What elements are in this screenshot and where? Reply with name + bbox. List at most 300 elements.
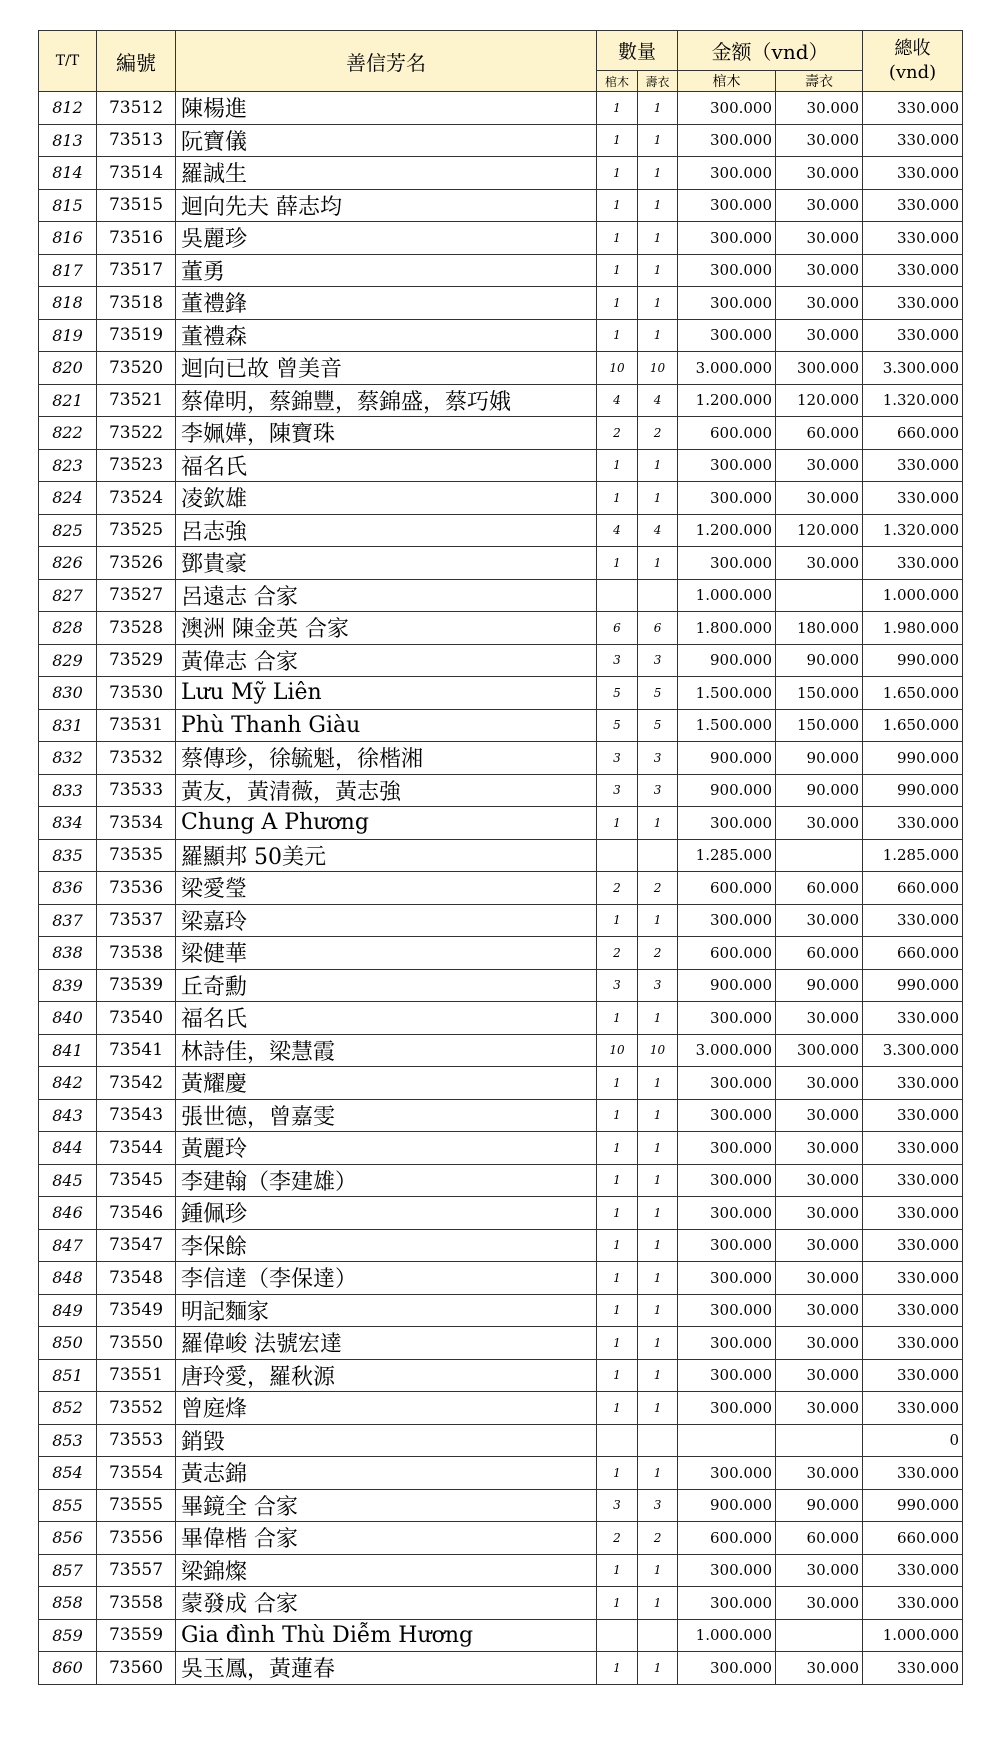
cell-total: 330.000 xyxy=(863,904,963,937)
cell-name: Chung A Phương xyxy=(176,807,597,840)
cell-amount-coffin: 300.000 xyxy=(678,1652,776,1685)
cell-name: 蒙發成 合家 xyxy=(176,1587,597,1620)
cell-code: 73539 xyxy=(97,969,176,1002)
cell-tt: 831 xyxy=(39,709,97,742)
cell-tt: 852 xyxy=(39,1392,97,1425)
cell-amount-shroud: 30.000 xyxy=(776,1392,863,1425)
cell-code: 73560 xyxy=(97,1652,176,1685)
cell-amount-coffin: 300.000 xyxy=(678,1457,776,1490)
cell-amount-coffin: 1.285.000 xyxy=(678,839,776,872)
cell-amount-shroud: 30.000 xyxy=(776,807,863,840)
cell-name: 黃麗玲 xyxy=(176,1132,597,1165)
cell-name: 鄧貴豪 xyxy=(176,547,597,580)
cell-qty-shroud: 1 xyxy=(638,449,678,482)
table-row xyxy=(39,1619,963,1652)
cell-total: 330.000 xyxy=(863,1294,963,1327)
cell-name: 唐玲愛，羅秋源 xyxy=(176,1359,597,1392)
cell-amount-coffin: 300.000 xyxy=(678,904,776,937)
table-row xyxy=(39,1522,963,1555)
cell-qty-coffin: 2 xyxy=(597,1522,638,1555)
cell-amount-coffin: 600.000 xyxy=(678,1522,776,1555)
cell-code: 73544 xyxy=(97,1132,176,1165)
cell-qty-shroud: 2 xyxy=(638,417,678,450)
cell-total: 330.000 xyxy=(863,1652,963,1685)
cell-qty-coffin: 1 xyxy=(597,254,638,287)
table-row xyxy=(39,969,963,1002)
table-row xyxy=(39,124,963,157)
cell-amount-coffin: 300.000 xyxy=(678,287,776,320)
cell-qty-shroud: 2 xyxy=(638,937,678,970)
cell-tt: 824 xyxy=(39,482,97,515)
cell-total: 990.000 xyxy=(863,1489,963,1522)
cell-tt: 827 xyxy=(39,579,97,612)
cell-amount-shroud: 30.000 xyxy=(776,547,863,580)
cell-tt: 829 xyxy=(39,644,97,677)
cell-amount-coffin: 300.000 xyxy=(678,1002,776,1035)
cell-qty-shroud: 3 xyxy=(638,644,678,677)
cell-qty-coffin: 1 xyxy=(597,189,638,222)
cell-qty-coffin: 5 xyxy=(597,709,638,742)
cell-name: 福名氏 xyxy=(176,449,597,482)
cell-code: 73546 xyxy=(97,1197,176,1230)
cell-amount-coffin xyxy=(678,1424,776,1457)
cell-name: 黃志錦 xyxy=(176,1457,597,1490)
cell-name: 黃友，黃清薇，黃志強 xyxy=(176,774,597,807)
cell-amount-shroud: 30.000 xyxy=(776,1067,863,1100)
cell-tt: 844 xyxy=(39,1132,97,1165)
cell-qty-shroud: 1 xyxy=(638,1164,678,1197)
cell-tt: 825 xyxy=(39,514,97,547)
cell-code: 73535 xyxy=(97,839,176,872)
cell-amount-coffin: 300.000 xyxy=(678,1132,776,1165)
cell-tt: 837 xyxy=(39,904,97,937)
cell-amount-shroud: 30.000 xyxy=(776,1587,863,1620)
table-row xyxy=(39,1132,963,1165)
cell-qty-shroud xyxy=(638,1424,678,1457)
cell-amount-shroud: 120.000 xyxy=(776,384,863,417)
cell-qty-coffin: 1 xyxy=(597,904,638,937)
cell-code: 73538 xyxy=(97,937,176,970)
cell-qty-shroud: 1 xyxy=(638,1067,678,1100)
cell-amount-coffin: 300.000 xyxy=(678,807,776,840)
cell-name: 羅誠生 xyxy=(176,157,597,190)
cell-qty-coffin: 1 xyxy=(597,1197,638,1230)
cell-total: 660.000 xyxy=(863,937,963,970)
cell-qty-coffin: 1 xyxy=(597,1262,638,1295)
cell-amount-shroud: 30.000 xyxy=(776,1262,863,1295)
cell-amount-shroud: 150.000 xyxy=(776,709,863,742)
cell-total: 1.000.000 xyxy=(863,1619,963,1652)
table-row xyxy=(39,449,963,482)
cell-amount-shroud: 60.000 xyxy=(776,417,863,450)
cell-amount-coffin: 1.200.000 xyxy=(678,384,776,417)
cell-qty-coffin: 2 xyxy=(597,417,638,450)
cell-tt: 853 xyxy=(39,1424,97,1457)
cell-qty-shroud: 1 xyxy=(638,124,678,157)
cell-qty-coffin: 1 xyxy=(597,1002,638,1035)
table-row xyxy=(39,644,963,677)
cell-tt: 856 xyxy=(39,1522,97,1555)
cell-tt: 823 xyxy=(39,449,97,482)
cell-name: 迴向已故 曾美音 xyxy=(176,352,597,385)
table-row xyxy=(39,839,963,872)
cell-name: 呂志強 xyxy=(176,514,597,547)
cell-code: 73550 xyxy=(97,1327,176,1360)
cell-code: 73531 xyxy=(97,709,176,742)
cell-name: 黃耀慶 xyxy=(176,1067,597,1100)
cell-amount-coffin: 300.000 xyxy=(678,189,776,222)
cell-amount-shroud: 30.000 xyxy=(776,189,863,222)
cell-code: 73545 xyxy=(97,1164,176,1197)
cell-code: 73514 xyxy=(97,157,176,190)
cell-code: 73526 xyxy=(97,547,176,580)
cell-qty-coffin: 1 xyxy=(597,1099,638,1132)
cell-qty-coffin: 3 xyxy=(597,644,638,677)
cell-amount-coffin: 300.000 xyxy=(678,1327,776,1360)
cell-tt: 815 xyxy=(39,189,97,222)
cell-total: 330.000 xyxy=(863,1067,963,1100)
cell-code: 73543 xyxy=(97,1099,176,1132)
cell-tt: 830 xyxy=(39,677,97,710)
cell-qty-shroud: 2 xyxy=(638,1522,678,1555)
cell-total: 3.300.000 xyxy=(863,352,963,385)
cell-amount-shroud: 30.000 xyxy=(776,287,863,320)
cell-qty-coffin: 4 xyxy=(597,384,638,417)
cell-amount-shroud: 30.000 xyxy=(776,1327,863,1360)
cell-code: 73556 xyxy=(97,1522,176,1555)
table-row xyxy=(39,1554,963,1587)
table-row xyxy=(39,1164,963,1197)
cell-amount-shroud: 120.000 xyxy=(776,514,863,547)
table-row xyxy=(39,514,963,547)
table-row xyxy=(39,937,963,970)
donation-ledger-table xyxy=(38,30,963,1685)
cell-amount-coffin: 1.000.000 xyxy=(678,579,776,612)
cell-name: 梁健華 xyxy=(176,937,597,970)
cell-qty-shroud: 3 xyxy=(638,742,678,775)
cell-code: 73519 xyxy=(97,319,176,352)
cell-code: 73541 xyxy=(97,1034,176,1067)
cell-name: 董禮森 xyxy=(176,319,597,352)
header-total xyxy=(863,31,963,92)
cell-qty-shroud: 1 xyxy=(638,189,678,222)
cell-total: 1.320.000 xyxy=(863,514,963,547)
cell-tt: 858 xyxy=(39,1587,97,1620)
cell-name: 梁愛瑩 xyxy=(176,872,597,905)
cell-qty-shroud: 1 xyxy=(638,482,678,515)
cell-tt: 839 xyxy=(39,969,97,1002)
cell-amount-shroud: 30.000 xyxy=(776,157,863,190)
table-row xyxy=(39,579,963,612)
cell-amount-shroud: 30.000 xyxy=(776,254,863,287)
cell-qty-coffin: 1 xyxy=(597,1554,638,1587)
cell-amount-shroud xyxy=(776,1424,863,1457)
cell-total: 660.000 xyxy=(863,417,963,450)
cell-total: 330.000 xyxy=(863,287,963,320)
cell-code: 73559 xyxy=(97,1619,176,1652)
cell-name: Phù Thanh Giàu xyxy=(176,709,597,742)
table-row xyxy=(39,1067,963,1100)
cell-total: 1.980.000 xyxy=(863,612,963,645)
cell-total: 330.000 xyxy=(863,157,963,190)
table-header xyxy=(39,31,963,92)
cell-amount-coffin: 1.000.000 xyxy=(678,1619,776,1652)
cell-name: 黃偉志 合家 xyxy=(176,644,597,677)
cell-name: 鍾佩珍 xyxy=(176,1197,597,1230)
cell-qty-shroud: 1 xyxy=(638,1132,678,1165)
table-row xyxy=(39,612,963,645)
cell-total: 990.000 xyxy=(863,774,963,807)
cell-name: 羅顯邦 50美元 xyxy=(176,839,597,872)
cell-qty-shroud: 1 xyxy=(638,222,678,255)
cell-qty-shroud: 1 xyxy=(638,1359,678,1392)
cell-code: 73555 xyxy=(97,1489,176,1522)
cell-amount-shroud: 30.000 xyxy=(776,124,863,157)
cell-qty-shroud: 1 xyxy=(638,1229,678,1262)
cell-total: 330.000 xyxy=(863,1554,963,1587)
cell-tt: 814 xyxy=(39,157,97,190)
cell-qty-coffin: 4 xyxy=(597,514,638,547)
cell-amount-coffin: 300.000 xyxy=(678,1587,776,1620)
cell-name: 丘奇勳 xyxy=(176,969,597,1002)
cell-qty-shroud: 1 xyxy=(638,1327,678,1360)
cell-tt: 821 xyxy=(39,384,97,417)
cell-amount-coffin: 300.000 xyxy=(678,1197,776,1230)
cell-total: 330.000 xyxy=(863,254,963,287)
cell-name: 張世德，曾嘉雯 xyxy=(176,1099,597,1132)
cell-amount-shroud: 30.000 xyxy=(776,1294,863,1327)
cell-code: 73522 xyxy=(97,417,176,450)
cell-name: 陳楊進 xyxy=(176,92,597,125)
cell-amount-shroud: 30.000 xyxy=(776,1002,863,1035)
cell-qty-coffin xyxy=(597,1424,638,1457)
cell-qty-shroud: 1 xyxy=(638,287,678,320)
cell-tt: 816 xyxy=(39,222,97,255)
cell-code: 73532 xyxy=(97,742,176,775)
cell-qty-coffin: 10 xyxy=(597,352,638,385)
cell-amount-coffin: 300.000 xyxy=(678,222,776,255)
cell-name: 梁嘉玲 xyxy=(176,904,597,937)
header-tt: T/T xyxy=(39,31,97,92)
cell-qty-shroud: 2 xyxy=(638,872,678,905)
table-row xyxy=(39,482,963,515)
cell-qty-shroud: 1 xyxy=(638,1294,678,1327)
cell-amount-shroud: 30.000 xyxy=(776,1652,863,1685)
cell-amount-coffin: 300.000 xyxy=(678,449,776,482)
table-row xyxy=(39,1359,963,1392)
cell-amount-shroud xyxy=(776,579,863,612)
cell-amount-coffin: 300.000 xyxy=(678,124,776,157)
cell-amount-shroud xyxy=(776,839,863,872)
cell-tt: 828 xyxy=(39,612,97,645)
cell-qty-coffin: 5 xyxy=(597,677,638,710)
cell-code: 73557 xyxy=(97,1554,176,1587)
cell-total: 330.000 xyxy=(863,1359,963,1392)
cell-tt: 822 xyxy=(39,417,97,450)
cell-tt: 854 xyxy=(39,1457,97,1490)
cell-total: 1.320.000 xyxy=(863,384,963,417)
cell-amount-coffin: 300.000 xyxy=(678,1262,776,1295)
cell-code: 73530 xyxy=(97,677,176,710)
cell-total: 3.300.000 xyxy=(863,1034,963,1067)
table-row xyxy=(39,1002,963,1035)
cell-qty-coffin xyxy=(597,839,638,872)
cell-qty-shroud: 1 xyxy=(638,1554,678,1587)
cell-name: 畢鏡全 合家 xyxy=(176,1489,597,1522)
cell-tt: 819 xyxy=(39,319,97,352)
cell-qty-coffin: 1 xyxy=(597,1067,638,1100)
cell-qty-coffin: 3 xyxy=(597,774,638,807)
cell-code: 73534 xyxy=(97,807,176,840)
cell-total: 1.000.000 xyxy=(863,579,963,612)
cell-amount-shroud: 30.000 xyxy=(776,1554,863,1587)
cell-tt: 836 xyxy=(39,872,97,905)
cell-amount-shroud: 90.000 xyxy=(776,774,863,807)
cell-qty-coffin: 2 xyxy=(597,937,638,970)
cell-qty-shroud: 1 xyxy=(638,1587,678,1620)
cell-code: 73517 xyxy=(97,254,176,287)
cell-amount-coffin: 1.500.000 xyxy=(678,677,776,710)
cell-total: 330.000 xyxy=(863,189,963,222)
cell-qty-coffin: 2 xyxy=(597,872,638,905)
cell-tt: 851 xyxy=(39,1359,97,1392)
cell-tt: 850 xyxy=(39,1327,97,1360)
table-row xyxy=(39,384,963,417)
cell-code: 73549 xyxy=(97,1294,176,1327)
cell-code: 73536 xyxy=(97,872,176,905)
cell-amount-coffin: 3.000.000 xyxy=(678,1034,776,1067)
cell-qty-shroud: 1 xyxy=(638,92,678,125)
cell-amount-coffin: 900.000 xyxy=(678,774,776,807)
cell-name: 林詩佳，梁慧霞 xyxy=(176,1034,597,1067)
cell-amount-shroud: 90.000 xyxy=(776,1489,863,1522)
cell-code: 73528 xyxy=(97,612,176,645)
cell-code: 73542 xyxy=(97,1067,176,1100)
cell-amount-coffin: 900.000 xyxy=(678,742,776,775)
cell-tt: 832 xyxy=(39,742,97,775)
cell-code: 73520 xyxy=(97,352,176,385)
table-row xyxy=(39,1197,963,1230)
cell-amount-coffin: 600.000 xyxy=(678,872,776,905)
cell-qty-coffin: 1 xyxy=(597,124,638,157)
cell-amount-shroud: 60.000 xyxy=(776,937,863,970)
cell-total: 1.285.000 xyxy=(863,839,963,872)
cell-name: Gia đình Thù Diễm Hương xyxy=(176,1619,597,1652)
cell-amount-shroud: 90.000 xyxy=(776,742,863,775)
cell-amount-shroud: 30.000 xyxy=(776,1457,863,1490)
cell-name: 吳麗珍 xyxy=(176,222,597,255)
table-row xyxy=(39,417,963,450)
cell-tt: 849 xyxy=(39,1294,97,1327)
cell-tt: 840 xyxy=(39,1002,97,1035)
header-total-line1: 總收 xyxy=(894,38,931,59)
cell-code: 73558 xyxy=(97,1587,176,1620)
table-row xyxy=(39,1424,963,1457)
cell-qty-shroud: 1 xyxy=(638,157,678,190)
cell-qty-coffin xyxy=(597,579,638,612)
cell-qty-coffin: 1 xyxy=(597,1327,638,1360)
cell-name: 李信達（李保達） xyxy=(176,1262,597,1295)
cell-qty-coffin: 1 xyxy=(597,92,638,125)
table-row xyxy=(39,774,963,807)
cell-total: 990.000 xyxy=(863,644,963,677)
cell-code: 73521 xyxy=(97,384,176,417)
cell-code: 73552 xyxy=(97,1392,176,1425)
cell-amount-shroud: 30.000 xyxy=(776,92,863,125)
cell-amount-shroud: 30.000 xyxy=(776,1164,863,1197)
header-amount: 金额（vnd） xyxy=(678,31,863,71)
cell-amount-coffin: 1.500.000 xyxy=(678,709,776,742)
cell-qty-shroud: 1 xyxy=(638,904,678,937)
cell-qty-shroud: 1 xyxy=(638,1457,678,1490)
cell-qty-shroud: 6 xyxy=(638,612,678,645)
cell-code: 73547 xyxy=(97,1229,176,1262)
cell-amount-coffin: 900.000 xyxy=(678,644,776,677)
cell-amount-shroud: 60.000 xyxy=(776,1522,863,1555)
cell-amount-shroud: 60.000 xyxy=(776,872,863,905)
cell-total: 660.000 xyxy=(863,1522,963,1555)
cell-code: 73513 xyxy=(97,124,176,157)
cell-total: 990.000 xyxy=(863,969,963,1002)
table-row xyxy=(39,709,963,742)
cell-total: 330.000 xyxy=(863,449,963,482)
cell-code: 73529 xyxy=(97,644,176,677)
cell-total: 330.000 xyxy=(863,1457,963,1490)
cell-amount-coffin: 300.000 xyxy=(678,254,776,287)
cell-total: 990.000 xyxy=(863,742,963,775)
cell-qty-coffin: 1 xyxy=(597,1294,638,1327)
cell-amount-shroud: 30.000 xyxy=(776,449,863,482)
cell-total: 330.000 xyxy=(863,482,963,515)
cell-tt: 841 xyxy=(39,1034,97,1067)
cell-amount-shroud: 30.000 xyxy=(776,1229,863,1262)
cell-tt: 847 xyxy=(39,1229,97,1262)
cell-code: 73554 xyxy=(97,1457,176,1490)
cell-qty-coffin: 1 xyxy=(597,222,638,255)
cell-tt: 860 xyxy=(39,1652,97,1685)
cell-amount-shroud: 300.000 xyxy=(776,1034,863,1067)
table-row xyxy=(39,807,963,840)
cell-code: 73540 xyxy=(97,1002,176,1035)
cell-name: 蔡傳珍，徐毓魁，徐楷湘 xyxy=(176,742,597,775)
cell-tt: 834 xyxy=(39,807,97,840)
cell-amount-shroud xyxy=(776,1619,863,1652)
table-row xyxy=(39,742,963,775)
cell-qty-coffin: 1 xyxy=(597,1359,638,1392)
cell-qty-shroud: 1 xyxy=(638,1099,678,1132)
header-amount-shroud: 壽衣 xyxy=(776,71,863,92)
cell-code: 73533 xyxy=(97,774,176,807)
cell-qty-shroud xyxy=(638,1619,678,1652)
cell-amount-shroud: 300.000 xyxy=(776,352,863,385)
cell-qty-shroud: 4 xyxy=(638,514,678,547)
cell-name: 董禮鋒 xyxy=(176,287,597,320)
cell-qty-shroud: 1 xyxy=(638,1262,678,1295)
cell-name: 明記麵家 xyxy=(176,1294,597,1327)
cell-total: 330.000 xyxy=(863,1099,963,1132)
cell-tt: 859 xyxy=(39,1619,97,1652)
cell-tt: 848 xyxy=(39,1262,97,1295)
cell-code: 73518 xyxy=(97,287,176,320)
cell-name: 銷毀 xyxy=(176,1424,597,1457)
cell-code: 73524 xyxy=(97,482,176,515)
cell-amount-shroud: 180.000 xyxy=(776,612,863,645)
table-row xyxy=(39,547,963,580)
cell-total: 1.650.000 xyxy=(863,709,963,742)
cell-amount-shroud: 30.000 xyxy=(776,1197,863,1230)
cell-total: 330.000 xyxy=(863,222,963,255)
cell-qty-coffin: 1 xyxy=(597,449,638,482)
